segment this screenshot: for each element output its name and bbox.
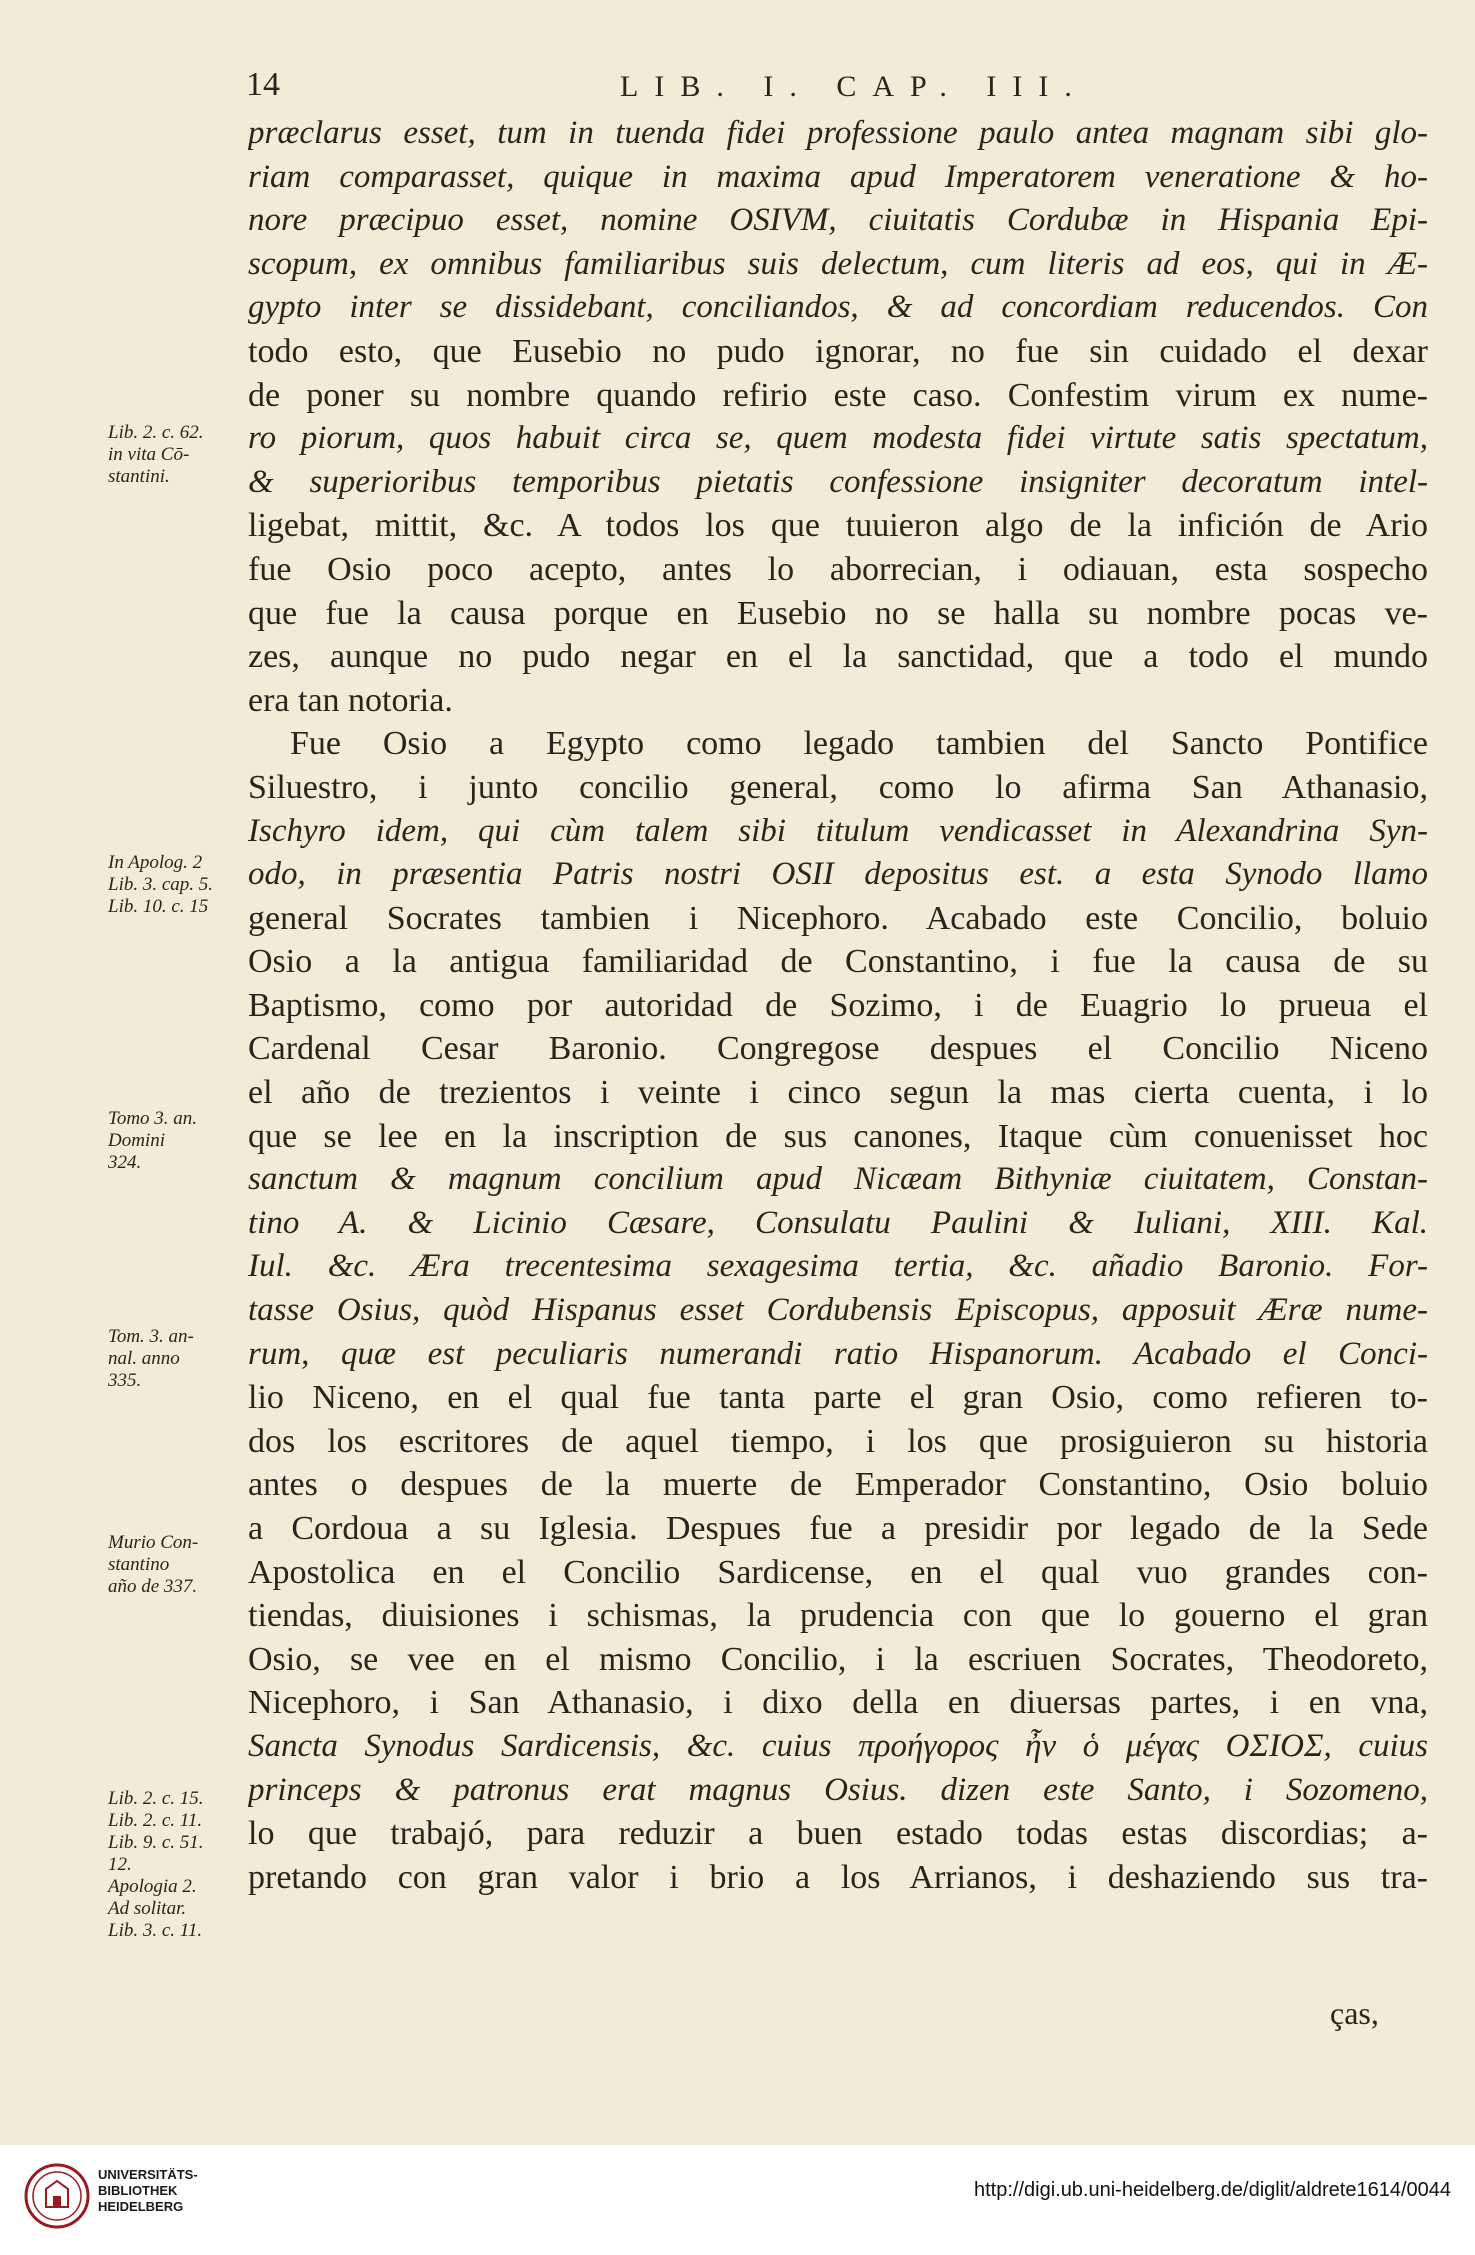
margin-note [108, 852, 213, 918]
text-line: Osio a la antigua familiaridad de Constantino, i fue la causa de su [248, 943, 1428, 981]
text-line: dos los escritores de aquel tiempo, i los que prosiguieron su historia [248, 1422, 1428, 1460]
text-line: de poner su nombre quando refirio este caso. Confestim virum ex nume- [248, 376, 1428, 414]
text-line: ro piorum, quos habuit circa se, quem modesta fidei virtute satis spectatum, [248, 420, 1428, 457]
margin-note-line: In Apolog. 2 [108, 852, 203, 873]
text-line: Nicephoro, i San Athanasio, i dixo della en diuersas partes, i en vna, [248, 1684, 1428, 1722]
body-text [248, 112, 1428, 1899]
margin-note-line: Lib. 2. c. 11. [108, 1810, 203, 1831]
text-line: princeps & patronus erat magnus Osius. dizen este Santo, i Sozomeno, [248, 1771, 1428, 1808]
margin-note-line: 12. [108, 1854, 132, 1875]
margin-note [108, 1326, 194, 1392]
margin-note [108, 1788, 204, 1942]
text-line: que fue la causa porque en Eusebio no se halla su nombre pocas ve- [248, 594, 1428, 632]
text-line: Ischyro idem, qui cùm talem sibi titulum vendicasset in Alexandrina Syn- [248, 812, 1428, 849]
library-name [98, 2167, 198, 2215]
margin-note-line: Murio Con- [108, 1532, 199, 1553]
margin-note-line: Lib. 9. c. 51. [108, 1832, 204, 1853]
text-line: lo que trabajó, para reduzir a buen estado todas estas discordias; a- [248, 1815, 1428, 1853]
margin-note-line: Lib. 2. c. 15. [108, 1788, 204, 1809]
text-line: & superioribus temporibus pietatis confessione insigniter decoratum intel- [248, 463, 1428, 500]
text-line: Baptismo, como por autoridad de Sozimo, i de Euagrio lo prueua el [248, 986, 1428, 1024]
text-line: Osio, se vee en el mismo Concilio, i la escriuen Socrates, Theodoreto, [248, 1640, 1428, 1678]
text-line: nore præcipuo esset, nomine OSIVM, ciuitatis Cordubæ in Hispania Epi- [248, 202, 1428, 239]
text-line: riam comparasset, quique in maxima apud Imperatorem veneratione & ho- [248, 158, 1428, 195]
margin-note [108, 1108, 197, 1174]
text-line: ligebat, mittit, &c. A todos los que tuuieron algo de la infición de Ario [248, 507, 1428, 545]
text-line: zes, aunque no pudo negar en el la sanctidad, que a todo el mundo [248, 638, 1428, 676]
margin-note-line: Tomo 3. an. [108, 1108, 198, 1129]
text-line: tino A. & Licinio Cæsare, Consulatu Paulini & Iuliani, XIII. Kal. [248, 1204, 1428, 1241]
margin-note [108, 1532, 198, 1598]
text-line: era tan notoria. [248, 681, 453, 719]
page-header [0, 66, 1475, 106]
text-line: Cardenal Cesar Baronio. Congregose despues el Concilio Niceno [248, 1030, 1428, 1068]
margin-note-line: Lib. 10. c. 15 [108, 896, 209, 917]
text-line: Fue Osio a Egypto como legado tambien del Sancto Pontifice [290, 725, 1428, 763]
text-line: tiendas, diuisiones i schismas, la prudencia con que lo gouerno el gran [248, 1597, 1428, 1635]
margin-note-line: stantino [108, 1554, 170, 1575]
margin-note-line: Lib. 2. c. 62. [108, 422, 204, 443]
text-line: a Cordoua a su Iglesia. Despues fue a presidir por legado de la Sede [248, 1510, 1428, 1547]
text-line: præclarus esset, tum in tuenda fidei professione paulo antea magnam sibi glo- [248, 115, 1428, 151]
text-line: sanctum & magnum concilium apud Nicæam Bithyniæ ciuitatem, Constan- [248, 1161, 1428, 1198]
margin-note-line: Apologia 2. [108, 1876, 197, 1897]
margin-note-line: Ad solitar. [108, 1898, 187, 1919]
text-line: que se lee en la inscription de sus canones, Itaque cùm conuenisset hoc [248, 1117, 1428, 1155]
margin-note [108, 422, 204, 488]
margin-note-line: Lib. 3. cap. 5. [108, 874, 214, 895]
running-head: LIB. I. CAP. III. [620, 70, 1088, 103]
text-line: Apostolica en el Concilio Sardicense, en el qual vuo grandes con- [248, 1553, 1428, 1591]
margin-note-line: Tom. 3. an- [108, 1326, 194, 1347]
library-name-line: HEIDELBERG [98, 2199, 184, 2214]
page-number: 14 [246, 66, 280, 103]
text-line: tasse Osius, quòd Hispanus esset Cordubensis Episcopus, apposuit Æræ nume- [248, 1292, 1428, 1329]
text-line: pretando con gran valor i brio a los Arrianos, i deshaziendo sus tra- [248, 1858, 1428, 1896]
text-line: scopum, ex omnibus familiaribus suis delectum, cum literis ad eos, qui in Æ- [248, 245, 1428, 282]
text-line: rum, quæ est peculiaris numerandi ratio Hispanorum. Acabado el Conci- [248, 1335, 1428, 1372]
source-url[interactable]: http://digi.ub.uni-heidelberg.de/diglit/aldrete1614/0044 [973, 2179, 1451, 2201]
library-name-line: UNIVERSITÄTS- [98, 2167, 198, 2182]
text-line: odo, in præsentia Patris nostri OSII depositus est. a esta Synodo llamo [248, 856, 1428, 893]
margin-note-line: nal. anno [108, 1348, 180, 1369]
text-line: general Socrates tambien i Nicephoro. Acabado este Concilio, boluio [248, 899, 1428, 937]
margin-note-line: Domini [108, 1130, 165, 1151]
text-line: todo esto, que Eusebio no pudo ignorar, no fue sin cuidado el dexar [248, 332, 1428, 370]
catchword: ças, [1330, 1995, 1379, 2031]
text-line: antes o despues de la muerte de Emperador Constantino, Osio boluio [248, 1466, 1428, 1504]
library-name-line: BIBLIOTHEK [98, 2183, 178, 2198]
margin-note-line: 324. [108, 1152, 142, 1173]
text-line: fue Osio poco acepto, antes lo aborrecian, i odiauan, esta sospecho [248, 550, 1428, 588]
text-line: lio Niceno, en el qual fue tanta parte el gran Osio, como refieren to- [248, 1379, 1428, 1417]
university-seal-icon [24, 2163, 90, 2229]
text-line: el año de trezientos i veinte i cinco segun la mas cierta cuenta, i lo [248, 1074, 1428, 1112]
text-line: Iul. &c. Æra trecentesima sexagesima tertia, &c. añadio Baronio. For- [248, 1248, 1428, 1285]
text-line: gypto inter se dissidebant, conciliandos, & ad concordiam reducendos. Con [248, 289, 1428, 326]
footer [0, 2145, 1475, 2255]
margin-note-line: 335. [108, 1370, 142, 1391]
margin-note-line: stantini. [108, 466, 170, 487]
margin-note-line: Lib. 3. c. 11. [108, 1920, 203, 1941]
text-line: Sancta Synodus Sardicensis, &c. cuius προήγορος ἦν ὁ μέγας ΟΣΙΟΣ, cuius [248, 1727, 1428, 1764]
margin-note-line: in vita Cō- [108, 444, 190, 465]
margin-note-line: año de 337. [108, 1576, 198, 1597]
text-line: Siluestro, i junto concilio general, como lo afirma San Athanasio, [248, 768, 1428, 806]
